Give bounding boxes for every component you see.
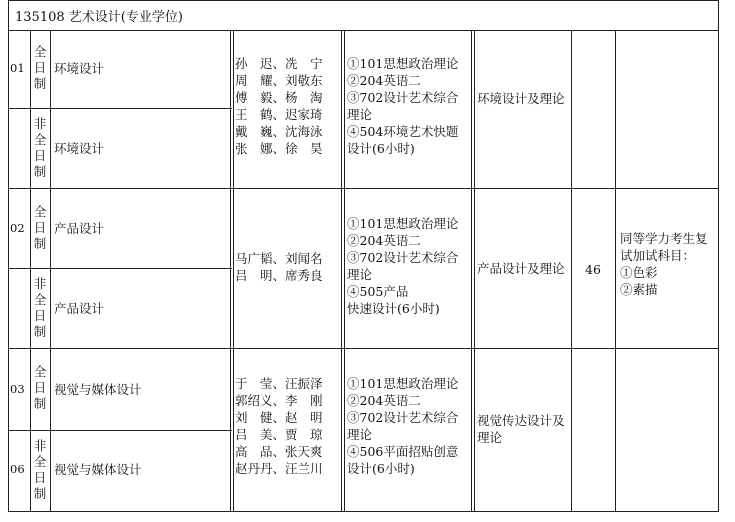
exam-line: ④504环境艺术快题 (347, 124, 459, 139)
direction: 环境设计 (54, 61, 105, 76)
retest-subject: 产品设计及理论 (477, 261, 565, 276)
study-mode: 全日制 (33, 364, 47, 411)
exam-subjects (347, 215, 458, 317)
exam-line: 设计(6小时) (347, 461, 415, 476)
row-code: 01 (10, 61, 25, 75)
advisor-line: 周 耀、刘敬东 (235, 73, 323, 88)
exam-line: ④506平面招贴创意 (347, 444, 459, 459)
exam-line: 快速设计(6小时) (347, 301, 440, 316)
advisor-line: 高 品、张天爽 (235, 444, 323, 459)
row-code: 02 (10, 221, 25, 235)
advisor-list (235, 375, 323, 477)
study-mode: 全日制 (33, 44, 47, 91)
exam-line: 理论 (347, 267, 373, 282)
study-mode: 非全日制 (33, 276, 47, 339)
study-mode: 非全日制 (33, 438, 47, 501)
direction: 产品设计 (54, 221, 105, 236)
exam-line: ①101思想政治理论 (347, 56, 459, 71)
advisor-line: 张 娜、徐 昊 (235, 141, 323, 156)
advisor-line: 王 鹤、迟家琦 (235, 107, 323, 122)
exam-line: ②204英语二 (347, 233, 421, 248)
exam-line: 设计(6小时) (347, 141, 415, 156)
remarks (620, 230, 708, 298)
program-header: 135108 艺术设计(专业学位) (8, 0, 719, 31)
direction: 视觉与媒体设计 (54, 462, 142, 477)
exam-subjects (347, 375, 458, 477)
exam-line: ③702设计艺术综合 (347, 250, 459, 265)
row-code: 06 (10, 462, 25, 476)
advisor-list (235, 250, 323, 284)
direction: 产品设计 (54, 301, 105, 316)
exam-line: ②204英语二 (347, 393, 421, 408)
exam-line: ④505产品 (347, 284, 409, 299)
program-table (8, 0, 719, 512)
advisor-line: 戴 巍、沈海泳 (235, 124, 323, 139)
exam-line: 理论 (347, 107, 373, 122)
retest-subject: 环境设计及理论 (477, 91, 565, 106)
direction: 环境设计 (54, 141, 105, 156)
advisor-list (235, 55, 323, 157)
exam-line: ③702设计艺术综合 (347, 90, 459, 105)
remark-line: 同等学力考生复 (620, 231, 708, 246)
exam-line: ②204英语二 (347, 73, 421, 88)
remark-line: ②素描 (620, 282, 658, 297)
advisor-line: 赵丹丹、汪兰川 (235, 461, 323, 476)
exam-line: ①101思想政治理论 (347, 216, 459, 231)
remark-line: 试加试科目： (620, 248, 696, 263)
advisor-line: 吕 明、席秀良 (235, 268, 323, 283)
exam-line: ③702设计艺术综合 (347, 410, 459, 425)
advisor-line: 郭绍义、李 刚 (235, 393, 323, 408)
exam-subjects (347, 55, 458, 157)
remark-line: ①色彩 (620, 265, 658, 280)
advisor-line: 于 莹、汪振泽 (235, 376, 323, 391)
enrollment-count: 46 (585, 262, 601, 277)
direction: 视觉与媒体设计 (54, 382, 142, 397)
row-code: 03 (10, 382, 25, 396)
study-mode: 非全日制 (33, 116, 47, 179)
advisor-line: 孙 迟、冼 宁 (235, 56, 323, 71)
exam-line: ①101思想政治理论 (347, 376, 459, 391)
advisor-line: 刘 健、赵 明 (235, 410, 323, 425)
advisor-line: 马广韬、刘闻名 (235, 251, 323, 266)
retest-subject: 视觉传达设计及理论 (477, 413, 565, 445)
advisor-line: 傅 毅、杨 淘 (235, 90, 323, 105)
exam-line: 理论 (347, 427, 373, 442)
study-mode: 全日制 (33, 204, 47, 251)
advisor-line: 吕 美、贾 琼 (235, 427, 323, 442)
